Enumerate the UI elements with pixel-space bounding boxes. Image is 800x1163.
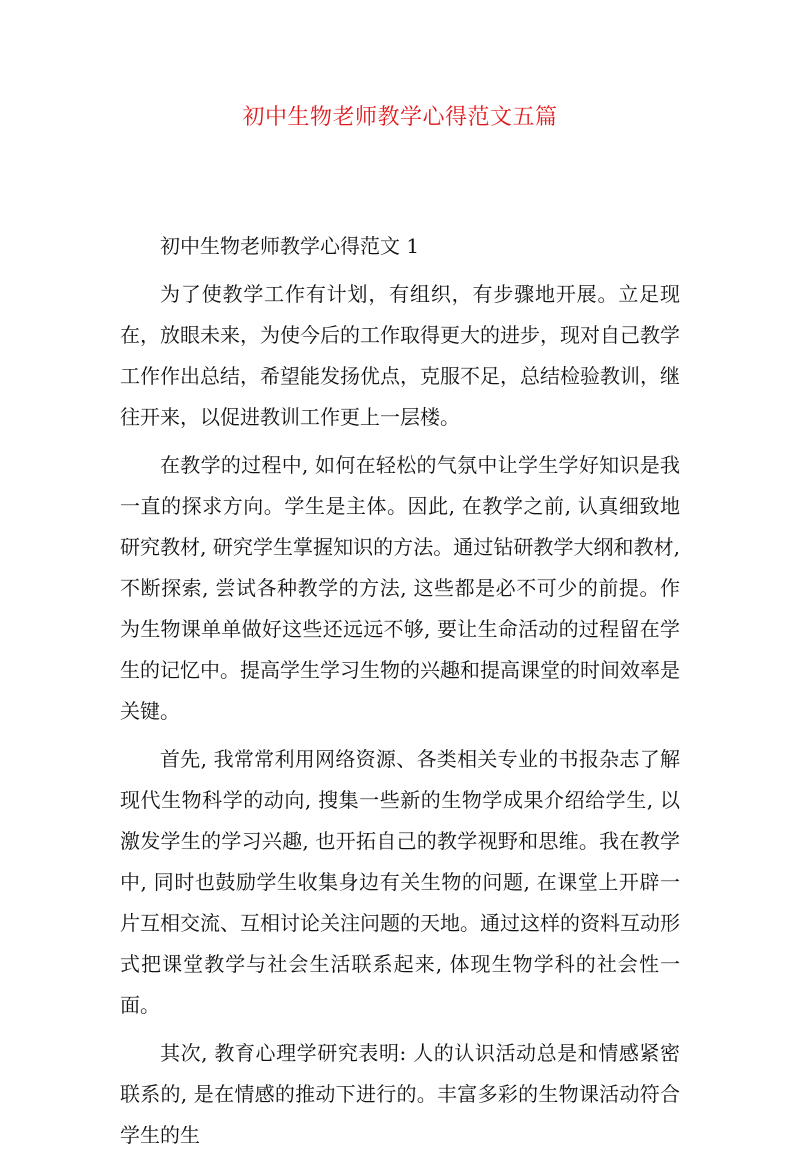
- paragraph-3: 首先, 我常常利用网络资源、各类相关专业的书报杂志了解现代生物科学的动向, 搜集一些新的生物学成果介绍给学生, 以激发学生的学习兴趣, 也开拓自己的教学视野和思维。我在教学中, 同时也鼓励学生收集身边有关生物的问题, 在课堂上开辟一片互相交流、互相讨论关注问题的天地。通过这样的资料互动形式把课堂教学与社会生活联系起来, 体现生物学科的社会性一面。: [120, 747, 680, 1017]
- document-title: 初中生物老师教学心得范文五篇: [242, 105, 558, 130]
- paragraph-4: 其次, 教育心理学研究表明: 人的认识活动总是和情感紧密联系的, 是在情感的推动下进行的。丰富多彩的生物课活动符合学生的生: [120, 1041, 680, 1147]
- section-heading: 初中生物老师教学心得范文 1: [160, 234, 420, 258]
- paragraph-1: 为了使教学工作有计划，有组织，有步骤地开展。立足现在，放眼未来，为使今后的工作取得更大的进步，现对自己教学工作作出总结，希望能发扬优点，克服不足，总结检验教训，继往开来，以促进教训工作更上一层楼。: [120, 282, 680, 429]
- paragraph-2: 在教学的过程中, 如何在轻松的气氛中让学生学好知识是我一直的探求方向。学生是主体。因此, 在教学之前, 认真细致地研究教材, 研究学生掌握知识的方法。通过钻研教学大纲和教材, 不断探索, 尝试各种教学的方法, 这些都是必不可少的前提。作为生物课单单做好这些还远远不够, 要让生命活动的过程留在学生的记忆中。提高学生学习生物的兴趣和提高课堂的时间效率是关键。: [120, 453, 680, 723]
- document-body: [120, 226, 680, 1163]
